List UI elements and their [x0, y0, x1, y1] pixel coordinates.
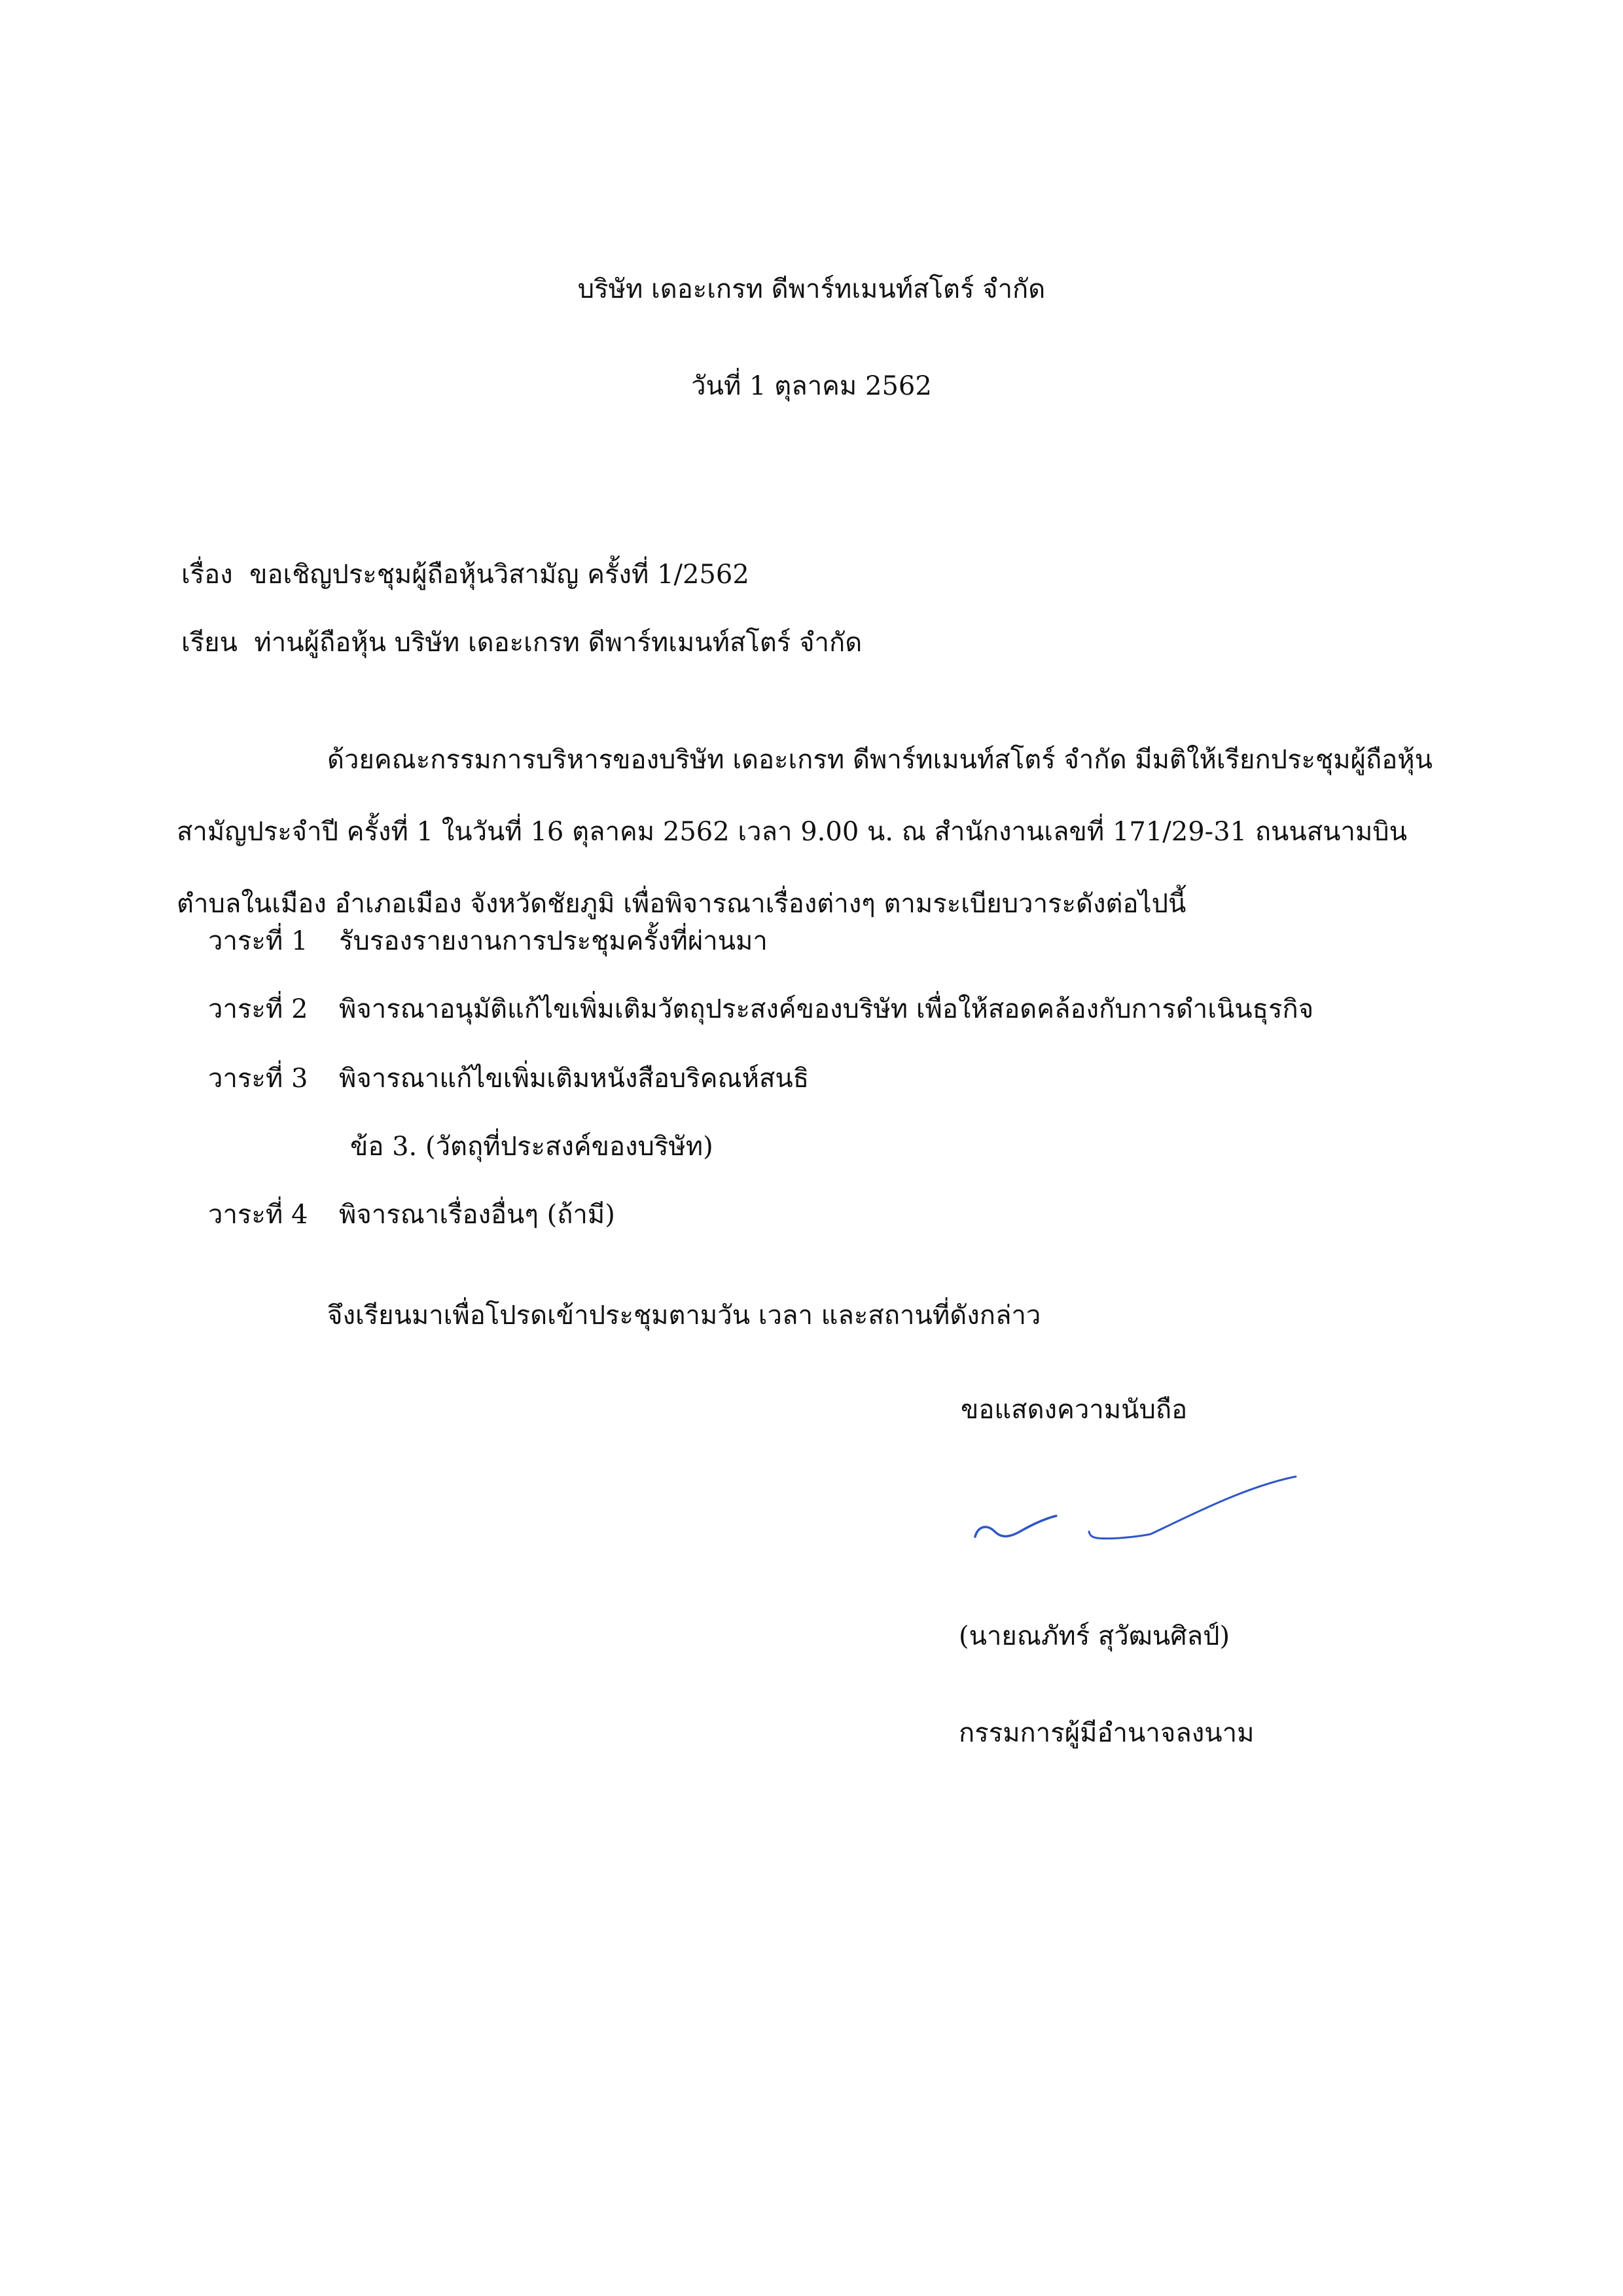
signatory-title: กรรมการผู้มีอำนาจลงนาม [959, 1718, 1255, 1748]
agenda-item-4 [208, 1195, 615, 1234]
agenda-item-number: วาระที่ 3 [208, 1064, 308, 1094]
agenda-item-number: วาระที่ 4 [208, 1200, 308, 1230]
signature-stroke-left [975, 1516, 1056, 1537]
agenda-item-text: พิจารณาเรื่องอื่นๆ (ถ้ามี) [339, 1200, 615, 1230]
recipient-line [181, 623, 862, 662]
agenda-item-number: วาระที่ 1 [208, 926, 308, 956]
recipient-text: ท่านผู้ถือหุ้น บริษัท เดอะเกรท ดีพาร์ทเมนท์สโตร์ จำกัด [254, 628, 863, 658]
subject-label: เรื่อง [181, 560, 233, 590]
agenda-item-number: วาระที่ 2 [208, 994, 308, 1024]
regards-line: ขอแสดงความนับถือ [961, 1395, 1188, 1425]
agenda-item-3 [208, 1059, 809, 1098]
body-paragraph: ด้วยคณะกรรมการบริหารของบริษัท เดอะเกรท ดีพาร์ทเมนท์สโตร์ จำกัด มีมติให้เรียกประชุมผู้ถือหุ้นสามัญประจำปี ครั้งที่ 1 ในวันที่ 16 ตุลาคม 2562 เวลา 9.00 น. ณ สำนักงานเลขที่ 171/29-31 ถนนสนามบิน ตำบลในเมือง อำเภอเมือง จังหวัดชัยภูมิ เพื่อพิจารณาเรื่องต่างๆ ตามระเบียบวาระดังต่อไปนี้ [177, 745, 1433, 919]
agenda-item-3-sub: ข้อ 3. (วัตถุที่ประสงค์ของบริษัท) [350, 1132, 713, 1162]
agenda-item-text: รับรองรายงานการประชุมครั้งที่ผ่านมา [339, 926, 768, 956]
subject-text: ขอเชิญประชุมผู้ถือหุ้นวิสามัญ ครั้งที่ 1/2562 [249, 560, 749, 590]
agenda-item-text: พิจารณาอนุมัติแก้ไขเพิ่มเติมวัตถุประสงค์ของบริษัท เพื่อให้สอดคล้องกับการดำเนินธุรกิจ [339, 994, 1314, 1024]
handwritten-signature [969, 1473, 1309, 1577]
closing-line: จึงเรียนมาเพื่อโปรดเข้าประชุมตามวัน เวลา และสถานที่ดังกล่าว [327, 1300, 1041, 1331]
recipient-label: เรียน [181, 628, 238, 658]
subject-line [181, 555, 749, 594]
company-name-heading: บริษัท เดอะเกรท ดีพาร์ทเมนท์สโตร์ จำกัด [577, 274, 1046, 304]
agenda-item-1 [208, 922, 768, 961]
signature-stroke-right [1089, 1477, 1296, 1539]
letter-date: วันที่ 1 ตุลาคม 2562 [691, 371, 932, 401]
agenda-item-text: พิจารณาแก้ไขเพิ่มเติมหนังสือบริคณห์สนธิ [339, 1064, 810, 1094]
signatory-name: (นายณภัทร์ สุวัฒนศิลป์) [959, 1621, 1230, 1651]
agenda-item-2 [208, 990, 1313, 1029]
